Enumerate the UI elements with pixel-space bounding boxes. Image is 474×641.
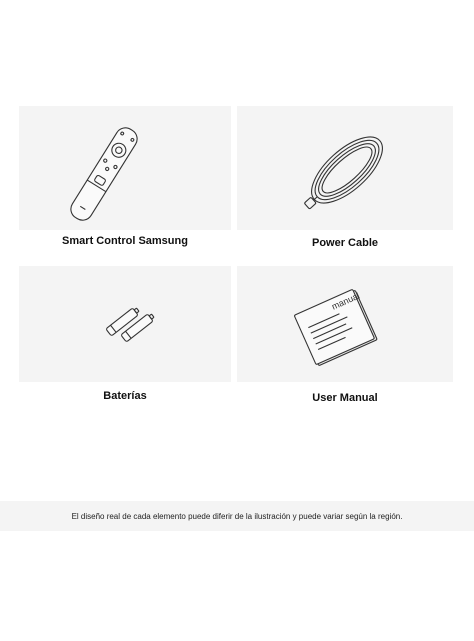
batteries-card — [19, 266, 231, 382]
user-manual-card — [237, 266, 453, 382]
disclaimer-text: El diseño real de cada elemento puede diferir de la ilustración y puede variar según la región. — [71, 511, 403, 521]
manual-cover-text: manual — [330, 290, 362, 312]
remote-card — [19, 106, 231, 230]
remote-label: Smart Control Samsung — [62, 235, 188, 247]
power-cable-card — [237, 106, 453, 230]
manual-booklet-icon — [237, 266, 453, 382]
disclaimer-bar — [0, 501, 474, 531]
coiled-cable-icon — [237, 106, 453, 230]
batteries-label: Baterías — [103, 390, 147, 402]
batteries-icon — [19, 266, 231, 382]
user-manual-label: User Manual — [312, 392, 378, 404]
remote-control-icon — [19, 106, 231, 230]
power-cable-label: Power Cable — [311, 237, 379, 249]
